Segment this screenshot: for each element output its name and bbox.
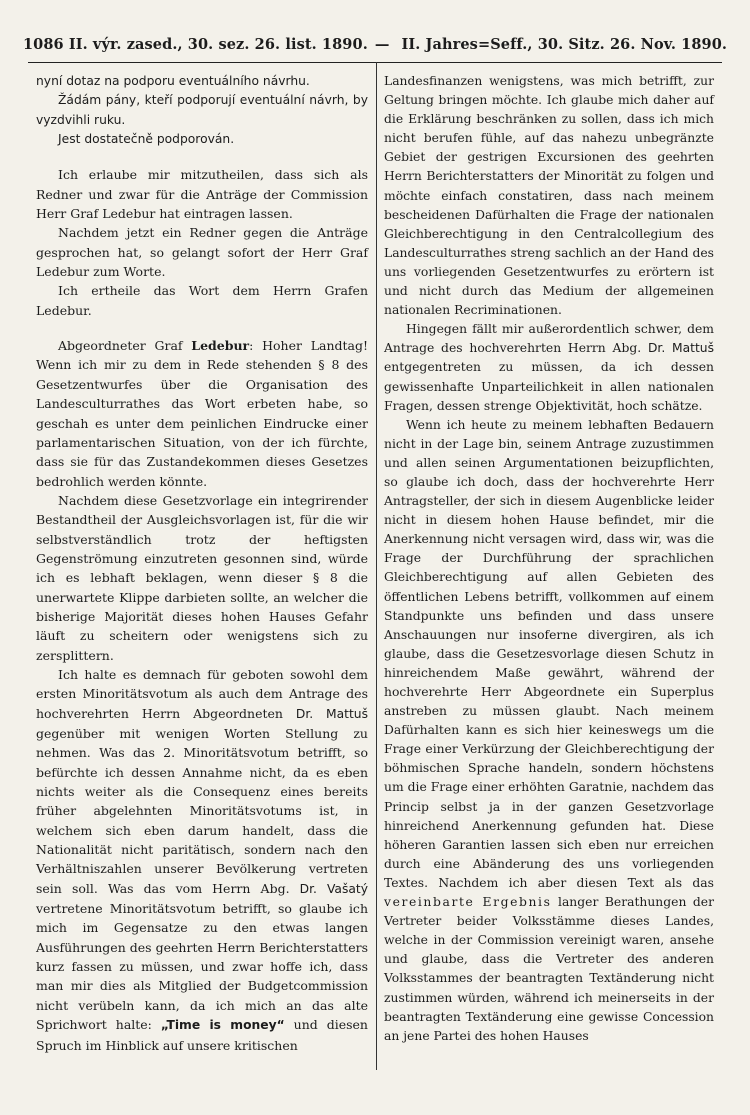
header-german: II. Jahres=Seff., 30. Sitz. 26. Nov. 1890. <box>401 36 728 53</box>
header-czech: 1086 II. výr. zased., 30. sez. 26. list. 1890. <box>22 36 368 53</box>
paragraph-next-speaker: Nachdem jetzt ein Redner gegen die Anträge gesprochen hat, so gelangt sofort der Herr Graf Ledebur zum Worte. <box>36 225 368 280</box>
right-text-3a: Wenn ich heute zu meinem lebhaften Bedauern nicht in der Lage bin, seinem Antrage zuzustimmen und allen seinen Argumentationen beizupflichten, so glaube ich doch, dass der hochverehrte Herr Antragsteller, der sich in diesem Augenblicke leider nicht in diesem hohen Hause befindet, mir die Anerkennung nicht versagen wird, dass wir, was die Frage der Durchführung der sprachlichen Gleichberechtigung auf allen Gebieten des öffentlichen Lebens betrifft, vollkommen auf einem Standpunkte uns befinden und dass unsere Anschauungen nur insoferne divergiren, als ich glaube, dass die Gesetzesvorlage diesen Schutz in hinreichendem Maße gewährt, während der hochverehrte Herr Abgeordnete ein Superplus anstreben zu müssen glaubt. Nach meinem Dafürhalten kann es sich hier keineswegs um die Frage einer Verkürzung der Gleichberechtigung der böhmischen Sprache handeln, sondern höchstens um die Frage einer erhöhten Garatnie, nachdem das Princip selbst ja in der ganzen Gesetzvorlage hinreichend Anerkennung gefunden hat. Diese höheren Garantien lassen sich eben nur erreichen durch eine Abänderung des uns vorliegenden Textes. Nachdem ich aber diesen Text als das <box>384 417 714 890</box>
right-paragraph-1: Landesfinanzen wenigstens, was mich betrifft, zur Geltung bringen möchte. Ich glaube mich daher auf die Erklärung beschränken zu sollen, dass ich mich nicht berufen fühle, auf das nahezu unbegränzte Gebiet der gestrigen Excursionen des geehrten Herrn Berichterstatters der Minorität zu folgen und möchte einfach constatiren, dass nach meinem bescheidenen Dafürhalten die Frage der nationalen Gleichberechtigung in den Centralcollegium des Landesculturrathes streng sachlich an der Hand des uns vorliegenden Gesetzentwurfes zu erörtern ist und nicht durch das Medium der allgemeinen nationalen Recriminationen. <box>384 74 714 318</box>
left-column <box>36 72 368 1055</box>
spaced-phrase: vereinbarte Ergebnis <box>384 895 552 910</box>
running-header <box>22 36 728 53</box>
name-mattus: Dr. Mattuš <box>295 706 369 721</box>
speech-text-3d: und diesen Spruch im Hinblick auf unsere kritischen <box>36 1017 368 1053</box>
right-paragraph-3 <box>384 416 714 1046</box>
header-dash: — <box>374 36 390 53</box>
quote-time-is-money: „Time is money“ <box>160 1018 285 1033</box>
speech-opening <box>36 336 368 491</box>
czech-paragraph-1: nyní dotaz na podporu eventuálního návrhu. <box>36 74 310 88</box>
name-mattus-2: Dr. Mattuš <box>647 341 715 356</box>
speech-paragraph-3 <box>36 665 368 1055</box>
paragraph-floor-given: Ich ertheile das Wort dem Herrn Grafen Ledebur. <box>36 283 368 318</box>
czech-paragraph-3: Jest dostatečně podporován. <box>58 132 235 147</box>
right-paragraph-2 <box>384 320 714 415</box>
column-divider <box>376 62 377 1070</box>
speech-paragraph-2: Nachdem diese Gesetzvorlage ein integrirender Bestandtheil der Ausgleichsvorlagen ist, für die wir selbstverständlich trotz der heftigsten Gegenströmung einzutreten gesonnen sind, würde ich es lebhaft beklagen, wenn dieser § 8 die unerwartete Klippe darbieten sollte, an welcher die bisherige Majorität dieses hohen Hauses Gefahr läuft zu scheitern oder wenigstens sich zu zersplittern. <box>36 492 368 663</box>
right-text-2a: Hingegen fällt mir außerordentlich schwer, dem Antrage des hochverehrten Herrn Abg. <box>384 322 714 356</box>
speaker-intro: Abgeordneter Graf <box>58 338 192 354</box>
right-column <box>384 72 714 1046</box>
speech-text-3b: gegenüber mit wenigen Worten Stellung zu nehmen. Was das 2. Minoritätsvotum betrifft, so befürchte ich dessen Annahme nicht, da es eben nichts weiter als die Consequenz eines bereits früher abgelehnten Minoritätsvotums ist, in welchem sich eben darum handelt, dass die Nationalität nicht paritätisch, sondern nach den Verhältniszahlen unserer Bevölkerung vertreten sein soll. Was das vom Herrn Abg. <box>36 726 368 896</box>
paragraph-announcement: Ich erlaube mir mitzutheilen, dass sich als Redner und zwar für die Anträge der Commission Herr Graf Ledebur hat eintragen lassen. <box>36 167 368 222</box>
speech-text-3a: Ich halte es demnach für geboten sowohl dem ersten Minoritätsvotum als auch dem Antrage des hochverehrten Herrn Abgeordneten <box>36 666 368 721</box>
speech-text-3c: vertretene Minoritätsvotum betrifft, so glaube ich mich im Gegensatze zu den etwas langen Ausführungen des geehrten Herrn Berichterstatters kurz fassen zu müssen, und zwar hoffe ich, dass man mir dies als Mitglied der Budgetcommission nicht verübeln kann, da ich mich an das alte Sprichwort halte: <box>36 901 368 1033</box>
header-rule <box>28 62 722 63</box>
name-vasaty: Dr. Vašatý <box>299 881 369 896</box>
czech-paragraph-2: Žádám pány, kteří podporují eventuální návrh, by vyzdvihli ruku. <box>36 93 368 127</box>
right-text-3b: langer Berathungen der Vertreter beider Volksstämme dieses Landes, welche in der Commission vereinigt waren, ansehe und glaube, dass die Vertreter des anderen Volksstammes der beantragten Textänderung nicht zustimmen würden, während ich meinerseits in der beantragten Textänderung eine gewisse Concession an jene Partei des hohen Hauses <box>384 895 714 1043</box>
right-text-2b: entgegentreten zu müssen, da ich dessen gewissenhafte Unparteilichkeit in allen nationalen Fragen, dessen strenge Objektivität, hoch schätze. <box>384 360 714 413</box>
speaker-name: Ledebur <box>191 338 250 354</box>
speech-text-1: : Hoher Landtag! Wenn ich mir zu dem in Rede stehenden § 8 des Gesetzentwurfes über die Organisation des Landesculturrathes das Wort erbeten habe, so geschah es unter dem peinlichen Eindrucke einer parlamentarischen Situation, von der ich fürchte, dass sie für das Zustandekommen dieses Gesetzes bedrohlich werden könnte. <box>36 338 368 489</box>
